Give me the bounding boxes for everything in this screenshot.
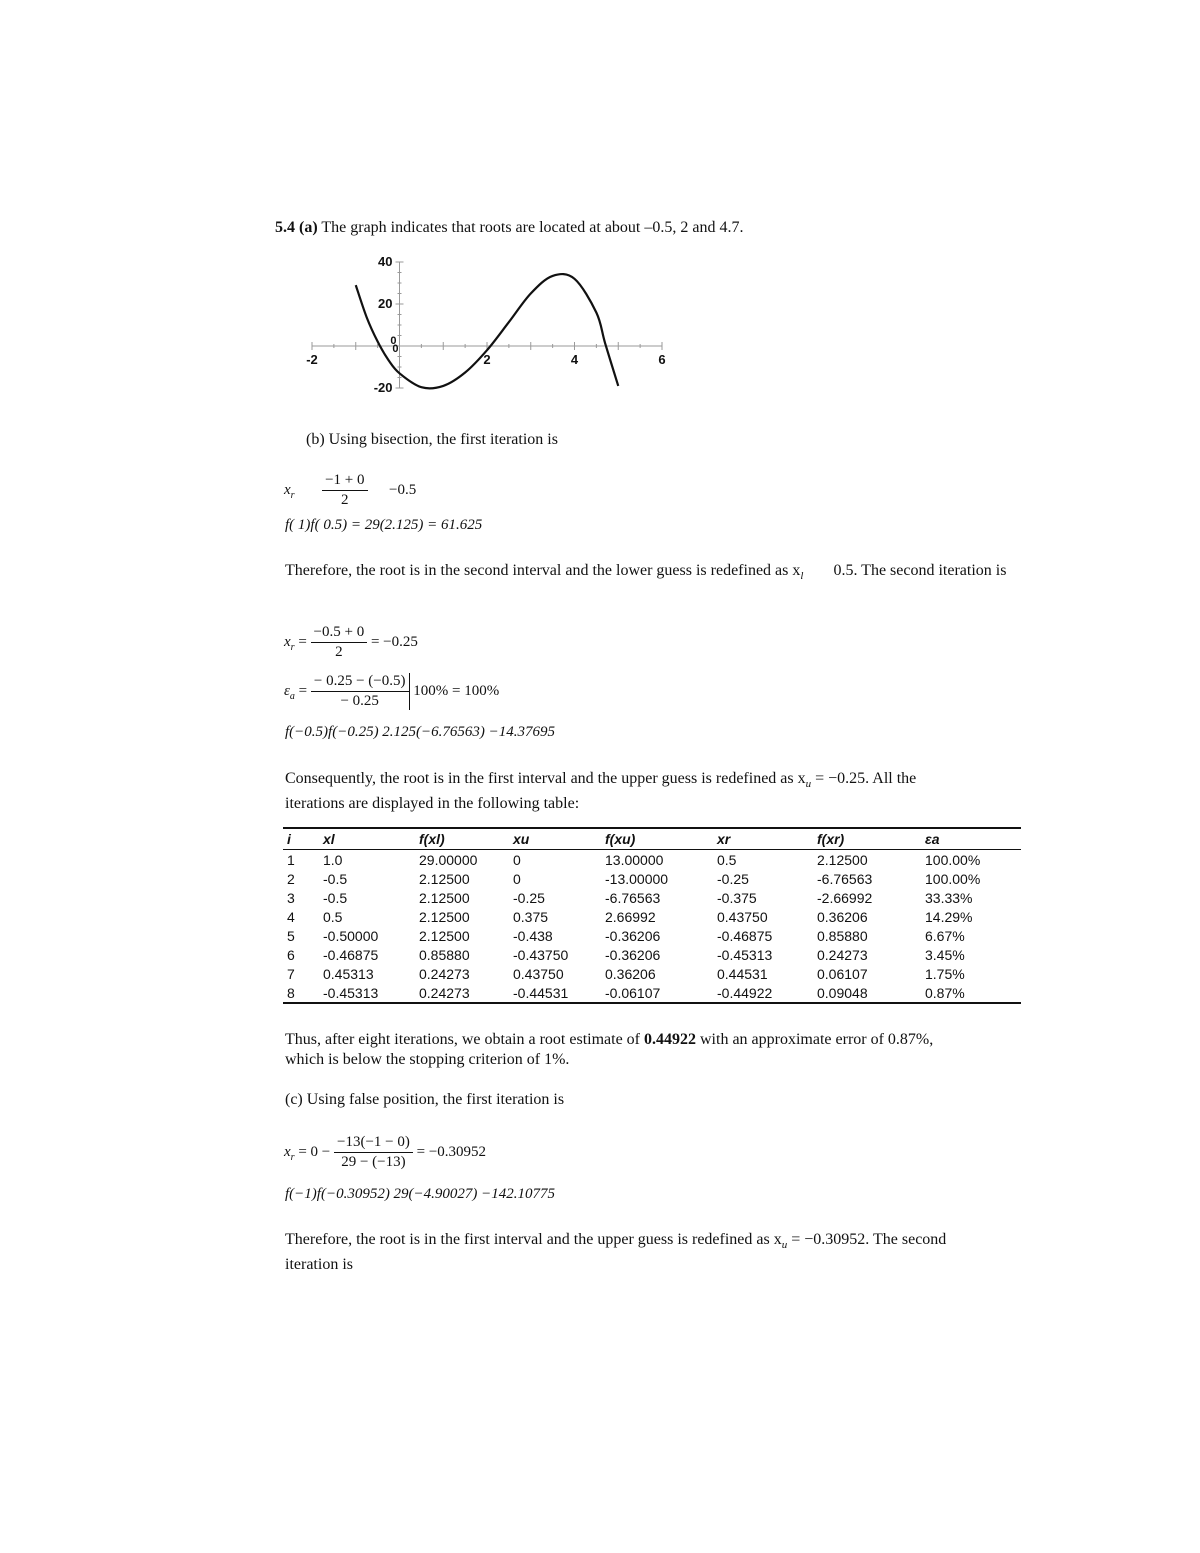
table-cell: -2.66992 [817, 889, 873, 906]
table-cell: 0.44531 [717, 965, 768, 982]
table-cell: 0.5 [717, 851, 737, 868]
table-cell: 0.45313 [323, 965, 374, 982]
table-cell: 100.00% [925, 851, 981, 868]
table-header-cell: f(xr) [817, 831, 845, 847]
table-cell: 0 [513, 870, 521, 887]
table-cell: 2.12500 [419, 870, 470, 887]
x-tick-label: 6 [658, 352, 666, 367]
eq1-denominator: 2 [341, 492, 349, 508]
table-cell: 6 [287, 946, 295, 963]
table-cell: 7 [287, 965, 295, 982]
table-header-cell: xl [323, 831, 335, 847]
part-c-para-head: Therefore, the root is in the first interval and the upper guess is redefined as x [285, 1231, 782, 1248]
table-cell: -0.438 [513, 927, 553, 944]
eq3-numerator: −0.5 + 0 [311, 624, 368, 643]
table-cell: 0.09048 [817, 984, 868, 1001]
table-cell: 2.12500 [419, 889, 470, 906]
conclusion-head: Thus, after eight iterations, we obtain a root estimate of [285, 1031, 644, 1048]
table-cell: 0.24273 [817, 946, 868, 963]
fp-eq1-denominator: 29 − (−13) [341, 1154, 406, 1170]
part-c-para-mid: = −0.30952. The second [787, 1231, 947, 1248]
table-cell: 0.85880 [419, 946, 470, 963]
table-cell: -0.45313 [717, 946, 773, 963]
eq3-result: = −0.25 [370, 633, 418, 650]
table-row [283, 888, 1021, 907]
table-cell: 0.24273 [419, 984, 470, 1001]
eq3-fraction [311, 624, 368, 661]
table-cell: -0.46875 [323, 946, 379, 963]
y-tick-label: 40 [378, 254, 393, 269]
part-b-intro: (b) Using bisection, the first iteration is [306, 431, 558, 448]
table-cell: 0.43750 [717, 908, 768, 925]
table-cell: 0.36206 [817, 908, 868, 925]
table-cell: 0.5 [323, 908, 343, 925]
table-cell: -0.375 [717, 889, 757, 906]
x-tick-label: 4 [570, 352, 579, 367]
table-header-cell: f(xu) [605, 831, 636, 847]
fp-eq1-prefix: = 0 − [298, 1143, 331, 1160]
ea-denominator: − 0.25 [340, 693, 379, 709]
table-cell: 33.33% [925, 889, 973, 906]
part-a-text: The graph indicates that roots are located at about –0.5, 2 and 4.7. [321, 219, 744, 236]
table-header-cell: i [287, 831, 291, 847]
table-row [283, 850, 1021, 870]
part-c-para-subscript: u [781, 1239, 788, 1252]
epsilon-symbol: ε [284, 682, 290, 699]
y-tick-label: -20 [373, 380, 393, 395]
table-cell: 0.85880 [817, 927, 868, 944]
ea-result: 100% = 100% [413, 682, 500, 699]
table-cell: 0.43750 [513, 965, 564, 982]
para2-subscript: u [805, 778, 812, 791]
table-cell: -0.46875 [717, 927, 773, 944]
bisection-eq-1 [284, 472, 416, 509]
table-cell: 2 [287, 870, 295, 887]
table-cell: 0.87% [925, 984, 965, 1001]
table-cell: -0.44531 [513, 984, 569, 1001]
table-cell: -6.76563 [605, 889, 661, 906]
bisection-table [283, 827, 1021, 1004]
table-header-cell: εa [925, 831, 940, 847]
bisection-eq-3: $x_r$ = $\frac{-0.5 + 0}{2}$ = −0.25 [284, 624, 418, 660]
table-cell: 0.24273 [419, 965, 470, 982]
fp-eq1-fraction [334, 1134, 413, 1171]
table-header-cell: xu [513, 831, 530, 847]
problem-number: 5.4 [275, 219, 295, 236]
table-cell: 8 [287, 984, 295, 1001]
table-cell: 2.12500 [419, 908, 470, 925]
table-cell: 0.06107 [817, 965, 868, 982]
eq4-text: f(−0.5)f(−0.25) 2.125(−6.76563) −14.37695 [285, 724, 556, 740]
table-cell: -0.36206 [605, 946, 661, 963]
false-position-eq-2 [285, 1186, 555, 1203]
table-row [283, 907, 1021, 926]
table-cell: 1 [287, 851, 295, 868]
table-cell: 2.12500 [817, 851, 868, 868]
table-cell: 2.66992 [605, 908, 656, 925]
chart-axes [312, 262, 662, 388]
table-cell: 13.00000 [605, 851, 664, 868]
root-estimate: 0.44922 [644, 1031, 696, 1048]
table-header-cell: f(xl) [419, 831, 445, 847]
fp-eq2-text: f(−1)f(−0.30952) 29(−4.90027) −142.10775 [285, 1186, 556, 1202]
approx-error-eq: $\varepsilon_a$ = $\frac{- 0.25 - (-0.5)}{- 0.25}$ 100% = 100% [284, 673, 500, 709]
chart-tick-labels [306, 254, 665, 395]
xr-subscript-3: r [290, 1151, 295, 1163]
bisection-eq-2 [285, 517, 482, 534]
x-tick-label: 2 [483, 352, 491, 367]
xr-subscript-2: r [290, 641, 295, 653]
table-cell: 0.375 [513, 908, 549, 925]
xr-subscript: r [290, 489, 295, 501]
table-cell: 4 [287, 908, 295, 925]
eq1-fraction [322, 472, 367, 509]
table-row [283, 945, 1021, 964]
table-cell: -0.45313 [323, 984, 379, 1001]
conclusion-line-2: which is below the stopping criterion of 1%. [285, 1051, 570, 1068]
table-row [283, 926, 1021, 945]
table-cell: -0.06107 [605, 984, 661, 1001]
para1-text: Therefore, the root is in the second interval and the lower guess is redefined as x [285, 562, 801, 579]
table-body [283, 850, 1021, 1004]
para1-tail: 0.5. The second iteration is [833, 562, 1007, 579]
eq2-text: f( 1)f( 0.5) = 29(2.125) = 61.625 [285, 517, 483, 533]
table-cell: -0.36206 [605, 927, 661, 944]
epsilon-subscript: a [289, 690, 295, 702]
table-cell: 1.0 [323, 851, 343, 868]
table-cell: -0.5 [323, 889, 348, 906]
chart-ticks [312, 262, 662, 388]
y-tick-label: 20 [378, 296, 393, 311]
table-cell: 14.29% [925, 908, 973, 925]
false-position-eq-1 [284, 1134, 486, 1171]
origin-label: 0 [390, 335, 397, 347]
table-cell: -0.25 [717, 870, 749, 887]
polynomial-graph [300, 250, 690, 410]
ea-fraction [311, 673, 410, 710]
table-cell: 0.36206 [605, 965, 656, 982]
para2-mid: = −0.25. All the [811, 770, 917, 787]
origin-label: 0 [392, 343, 399, 355]
table-cell: -6.76563 [817, 870, 873, 887]
ea-numerator: − 0.25 − (−0.5) [311, 673, 409, 692]
table-cell: -0.5 [323, 870, 348, 887]
function-curve [356, 274, 619, 388]
table-header-cell: xr [717, 831, 731, 847]
xr-symbol-3: x [284, 1143, 291, 1160]
part-b-para-2 [285, 769, 1015, 814]
para1-subscript: l [800, 570, 804, 583]
table-cell: 0 [513, 851, 521, 868]
table-cell: 29.00000 [419, 851, 478, 868]
x-tick-label: -2 [306, 352, 318, 367]
fp-eq1-numerator: −13(−1 − 0) [334, 1134, 413, 1153]
xr-symbol-2: x [284, 633, 291, 650]
eq3-denominator: 2 [335, 644, 343, 660]
xr-symbol: x [284, 481, 291, 498]
table-cell: -0.25 [513, 889, 545, 906]
part-b-para-1 [285, 561, 1015, 586]
part-a-heading [275, 218, 975, 238]
table-header-row [283, 828, 1021, 850]
para2-tail: iterations are displayed in the following table: [285, 795, 580, 813]
conclusion [285, 1030, 1025, 1070]
table-cell: 3.45% [925, 946, 965, 963]
part-a-label: (a) [299, 219, 318, 236]
table-cell: 3 [287, 889, 295, 906]
fp-eq1-result: = −0.30952 [416, 1143, 487, 1160]
table-cell: -0.44922 [717, 984, 773, 1001]
table-cell: 5 [287, 927, 295, 944]
para2-head: Consequently, the root is in the first interval and the upper guess is redefined as x [285, 770, 806, 787]
part-c-para [285, 1230, 1025, 1275]
table-cell: 6.67% [925, 927, 965, 944]
part-c-para-tail: iteration is [285, 1256, 353, 1274]
table-cell: 100.00% [925, 870, 981, 887]
table-cell: 1.75% [925, 965, 965, 982]
part-c-intro: (c) Using false position, the first iteration is [285, 1091, 565, 1108]
table-cell: -13.00000 [605, 870, 669, 887]
table-cell: -0.50000 [323, 927, 379, 944]
table-cell: -0.43750 [513, 946, 569, 963]
eq1-numerator: −1 + 0 [322, 472, 367, 491]
eq1-result: −0.5 [389, 481, 417, 498]
table-row [283, 964, 1021, 983]
table-row [283, 983, 1021, 1003]
conclusion-tail: with an approximate error of 0.87%, [696, 1031, 934, 1048]
table-row [283, 869, 1021, 888]
table-cell: 2.12500 [419, 927, 470, 944]
bisection-eq-4 [285, 724, 555, 741]
